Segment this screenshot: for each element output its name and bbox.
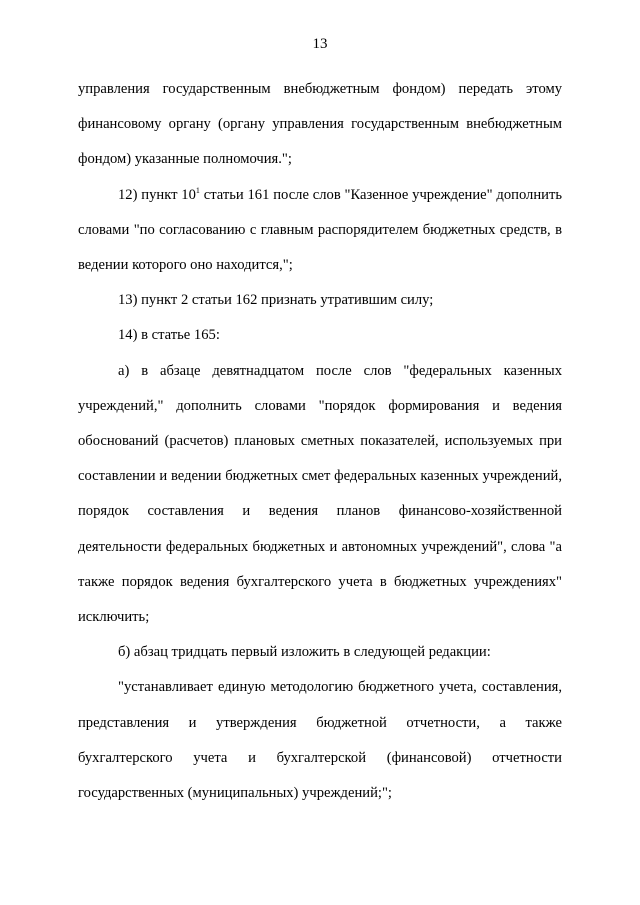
paragraph-continuation: управления государственным внебюджетным фондом) передать этому финансовому органу (органу управления государственным внебюджетным фондом) указанные полномочия.";	[78, 81, 562, 168]
paragraph-item-12	[78, 178, 562, 284]
document-body	[78, 72, 562, 811]
paragraph-item-14: 14) в статье 165:	[118, 327, 220, 344]
page-number: 13	[312, 36, 328, 52]
paragraph-subitem-b: б) абзац тридцать первый изложить в следующей редакции:	[118, 644, 491, 661]
paragraph-quoted-text: "устанавливает единую методологию бюджетного учета, составления, представления и утверждения бюджетной отчетности, а также бухгалтерского учета и бухгалтерской (финансовой) отчетности государственных (муниципальных) учреждений;";	[78, 679, 562, 802]
item-12-text-end: статьи 161 после слов "Казенное учреждение" дополнить словами "по согласованию с главным распорядителем бюджетных средств, в ведении которого оно находится,";	[78, 186, 562, 274]
paragraph-item-13: 13) пункт 2 статьи 162 признать утратившим силу;	[118, 292, 434, 309]
paragraph-subitem-a: а) в абзаце девятнадцатом после слов "федеральных казенных учреждений," дополнить словами "порядок формирования и ведения обоснований (расчетов) плановых сметных показателей, используемых при составлении и ведении бюджетных смет федеральных казенных учреждений, порядок составления и ведения планов финансово-хозяйственной деятельности федеральных бюджетных и автономных учреждений", слова "а также порядок ведения бухгалтерского учета в бюджетных учреждениях" исключить;	[78, 362, 562, 626]
item-12-text-start: 12) пункт 10	[118, 186, 196, 203]
item-12-superscript: 1	[195, 185, 200, 195]
